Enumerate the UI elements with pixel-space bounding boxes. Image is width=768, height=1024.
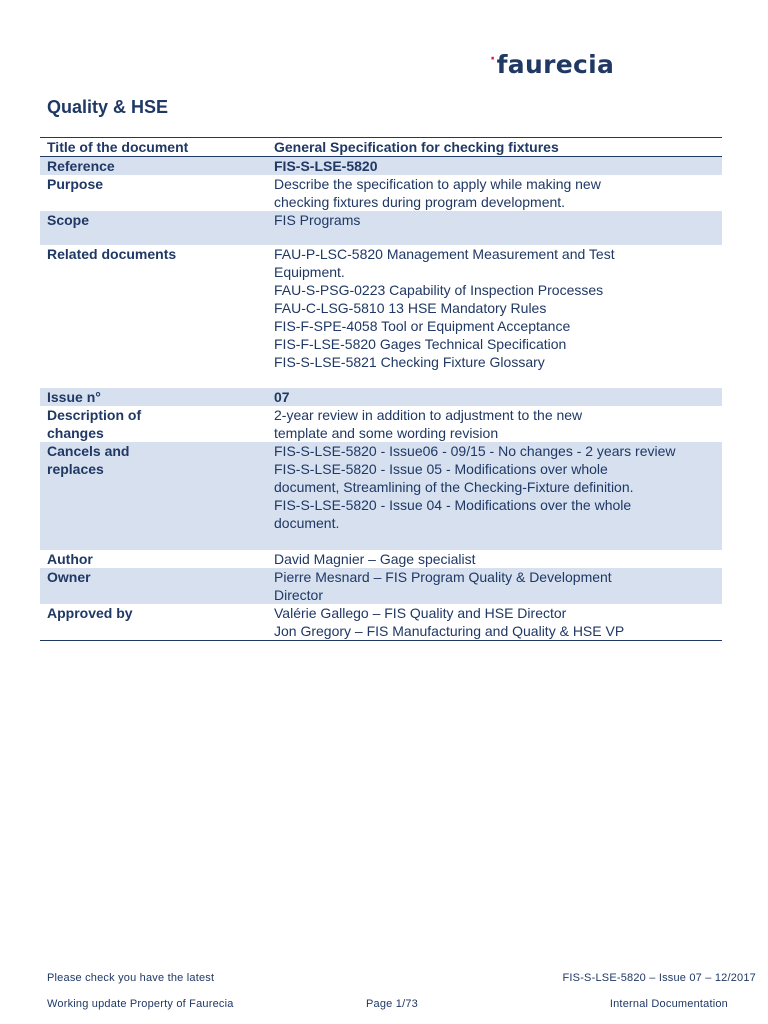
- approved-line: Jon Gregory – FIS Manufacturing and Quality & HSE VP: [274, 623, 625, 639]
- approved-label: Approved by: [47, 605, 133, 621]
- related-line: FIS-F-SPE-4058 Tool or Equipment Acceptance: [274, 318, 571, 334]
- description-line: template and some wording revision: [274, 425, 499, 441]
- description-label-line: changes: [47, 425, 104, 441]
- footer-check-latest: Please check you have the latest: [47, 972, 215, 984]
- row-reference: [40, 157, 722, 176]
- purpose-line: checking fixtures during program development.: [274, 194, 566, 210]
- footer-internal-documentation: Internal Documentation: [609, 998, 728, 1010]
- related-line: Equipment.: [274, 264, 345, 280]
- related-line: FAU-S-PSG-0223 Capability of Inspection Processes: [274, 282, 604, 298]
- description-label-line: Description of: [47, 407, 142, 423]
- document-info-table: [40, 137, 722, 641]
- author-value: David Magnier – Gage specialist: [274, 551, 476, 567]
- cancels-value: [260, 442, 722, 550]
- row-scope: [40, 211, 722, 245]
- author-label: Author: [47, 551, 93, 567]
- reference-label: Reference: [40, 157, 260, 176]
- related-line: FAU-P-LSC-5820 Management Measurement and Test: [274, 246, 615, 262]
- cancels-label-line: replaces: [47, 461, 104, 477]
- owner-line: Director: [274, 587, 324, 603]
- row-related-documents: [40, 245, 722, 388]
- reference-value: FIS-S-LSE-5820: [260, 157, 722, 176]
- issue-label: Issue n°: [40, 388, 260, 406]
- cancels-line: FIS-S-LSE-5820 - Issue06 - 09/15 - No changes - 2 years review: [274, 443, 676, 459]
- owner-label: Owner: [40, 568, 260, 604]
- owner-line: Pierre Mesnard – FIS Program Quality & Development: [274, 569, 612, 585]
- cancels-label: [40, 442, 260, 550]
- cancels-line: document.: [274, 515, 340, 531]
- cancels-label-line: Cancels and: [47, 443, 130, 459]
- footer-property: Working update Property of Faurecia: [47, 998, 234, 1010]
- row-approved-by: [40, 604, 722, 641]
- row-owner: [40, 568, 722, 604]
- description-label: [40, 406, 260, 442]
- related-line: FIS-S-LSE-5821 Checking Fixture Glossary: [274, 354, 545, 370]
- row-description: [40, 406, 722, 442]
- faurecia-logo: [490, 50, 614, 79]
- footer-doc-reference: FIS-S-LSE-5820 – Issue 07 – 12/2017: [562, 972, 756, 984]
- row-author: [40, 550, 722, 568]
- scope-value: FIS Programs: [260, 211, 722, 245]
- cancels-line: document, Streamlining of the Checking-Fixture definition.: [274, 479, 634, 495]
- title-value: General Specification for checking fixtures: [260, 138, 722, 157]
- logo-text: faurecia: [496, 50, 615, 79]
- section-title: Quality & HSE: [47, 97, 169, 117]
- related-label: Related documents: [47, 246, 177, 262]
- related-value: [260, 245, 722, 388]
- purpose-line: Describe the specification to apply while making new: [274, 176, 601, 192]
- cancels-line: FIS-S-LSE-5820 - Issue 05 - Modifications over whole: [274, 461, 608, 477]
- issue-value: 07: [260, 388, 722, 406]
- row-title: [40, 138, 722, 157]
- description-value: [260, 406, 722, 442]
- scope-label: Scope: [40, 211, 260, 245]
- purpose-label: Purpose: [47, 176, 104, 192]
- title-label: Title of the document: [40, 138, 260, 157]
- row-issue: [40, 388, 722, 406]
- approved-value: [260, 604, 722, 641]
- row-purpose: [40, 175, 722, 211]
- logo-dot: ·: [490, 51, 496, 67]
- description-line: 2-year review in addition to adjustment to the new: [274, 407, 583, 423]
- approved-line: Valérie Gallego – FIS Quality and HSE Director: [274, 605, 567, 621]
- purpose-value: [260, 175, 722, 211]
- cancels-line: FIS-S-LSE-5820 - Issue 04 - Modifications over the whole: [274, 497, 632, 513]
- related-line: FAU-C-LSG-5810 13 HSE Mandatory Rules: [274, 300, 547, 316]
- owner-value: [260, 568, 722, 604]
- footer-page-number: Page 1/73: [366, 998, 418, 1010]
- related-line: FIS-F-LSE-5820 Gages Technical Specification: [274, 336, 567, 352]
- row-cancels-replaces: [40, 442, 722, 550]
